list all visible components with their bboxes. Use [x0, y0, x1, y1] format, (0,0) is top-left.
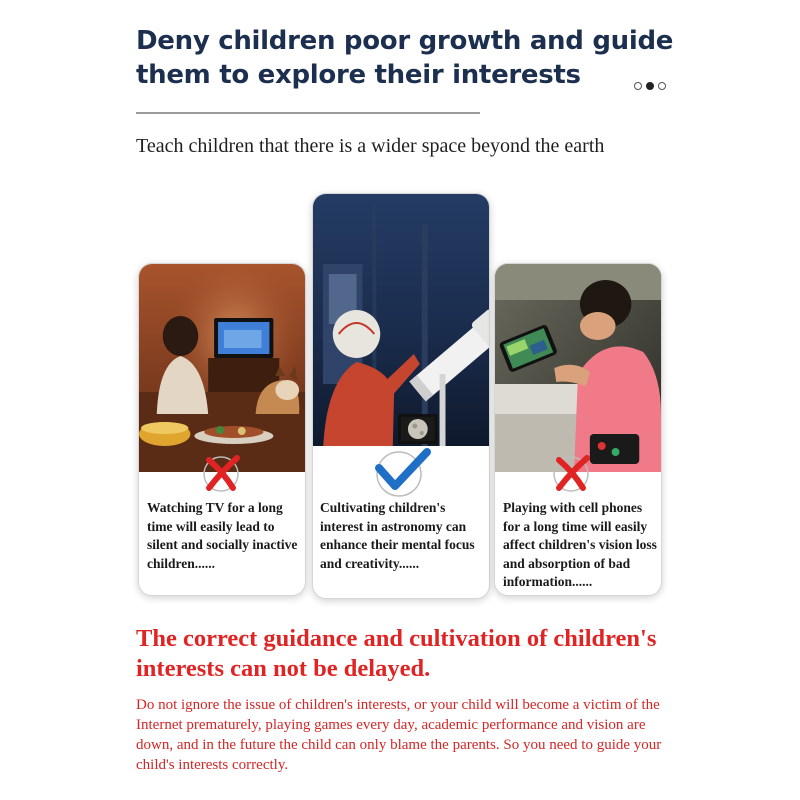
- title-divider: [136, 112, 480, 114]
- card-cell-phone: [494, 263, 662, 596]
- carousel-dot[interactable]: [658, 82, 666, 90]
- astronomy-photo: [313, 194, 489, 474]
- card-caption: Cultivating children's interest in astronomy can enhance their mental focus and creativity......: [320, 500, 475, 571]
- tv-photo: [139, 264, 305, 472]
- page-title: Deny children poor growth and guide them to explore their interests: [136, 26, 674, 90]
- blue-check-icon: [369, 444, 433, 504]
- carousel-dots[interactable]: [634, 82, 666, 90]
- red-x-icon: [199, 450, 245, 498]
- card-caption: Watching TV for a long time will easily lead to silent and socially inactive children......: [147, 500, 298, 571]
- card-watching-tv: [138, 263, 306, 596]
- callout-headline: The correct guidance and cultivation of children's interests can not be delayed.: [136, 625, 657, 682]
- carousel-dot-active[interactable]: [646, 82, 654, 90]
- page-subtitle: Teach children that there is a wider space beyond the earth: [136, 135, 605, 157]
- card-caption: Playing with cell phones for a long time will easily affect children's vision loss and absorption of bad information......: [503, 500, 657, 589]
- phone-photo: [495, 264, 661, 472]
- carousel-dot[interactable]: [634, 82, 642, 90]
- red-x-icon: [549, 450, 595, 498]
- callout-body: Do not ignore the issue of children's interests, or your child will become a victim of the Internet prematurely, playing games every day, academic performance and vision are down, and in the future the child can only blame the parents. So you need to guide your child's interests correctly.: [136, 697, 662, 773]
- card-astronomy: [312, 193, 490, 599]
